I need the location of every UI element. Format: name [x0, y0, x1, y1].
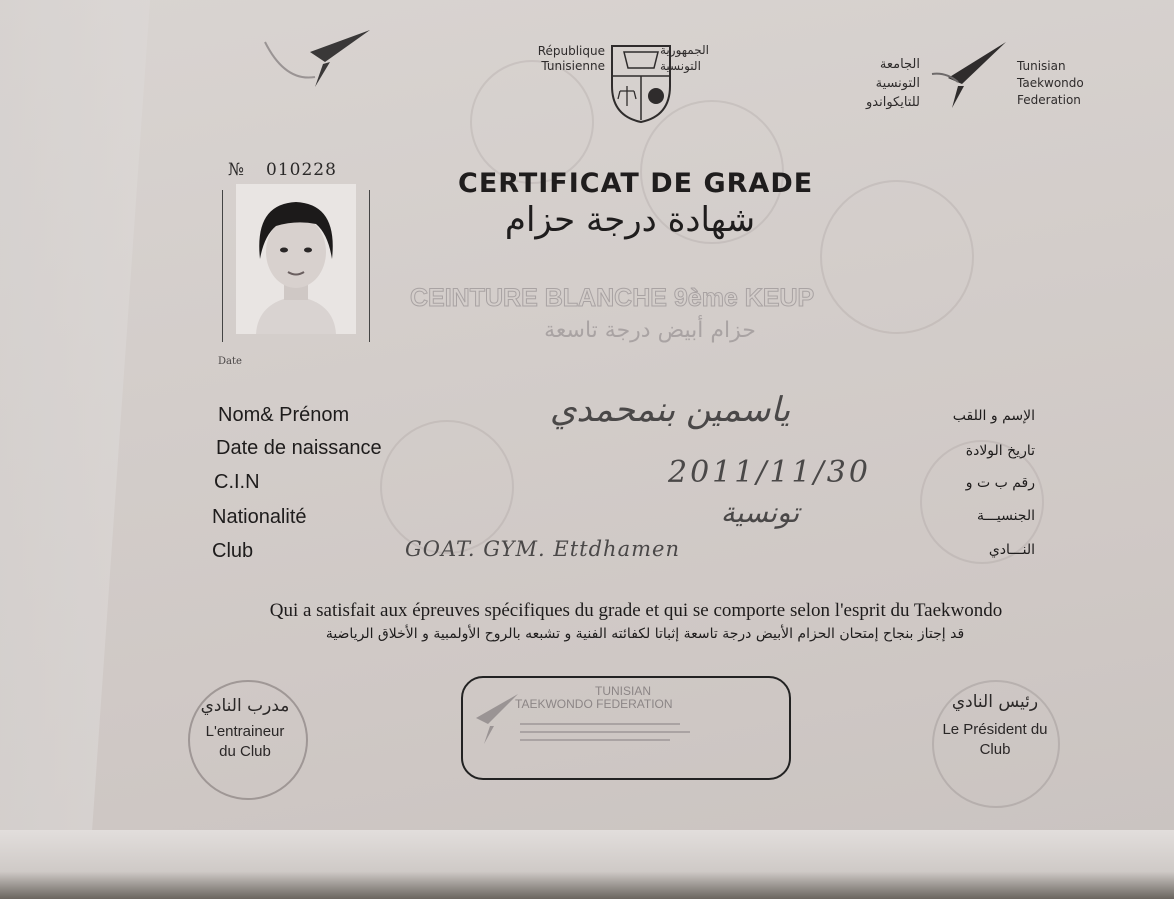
federation-en-line1: Tunisian [1017, 59, 1066, 73]
field-label-club: Club [212, 540, 254, 562]
field-value-name: ياسمين بنمحمدي [549, 390, 791, 430]
field-value-nationality: تونسية [720, 496, 800, 529]
republic-fr-line2: Tunisienne [541, 59, 605, 73]
field-label-nationality: Nationalité [212, 506, 307, 528]
paper-bottom-edge [0, 830, 1174, 899]
certificate-title: CERTIFICAT DE GRADE [458, 168, 814, 199]
belt-grade: CEINTURE BLANCHE 9ème KEUP [410, 284, 815, 312]
federation-logo [928, 38, 1008, 110]
stamp-line1: TUNISIAN [595, 684, 652, 698]
field-label-cin: C.I.N [214, 471, 260, 493]
watermark-circle [470, 60, 594, 184]
federation-stamp-text [515, 685, 715, 711]
stamp-illegible-lines [520, 718, 700, 758]
certificate-number-label: № [228, 160, 245, 180]
stamp-line2: TAEKWONDO FEDERATION [515, 697, 673, 711]
belt-grade-ar: حزام أبيض درجة تاسعة [544, 318, 756, 343]
president-label-line2: Club [979, 741, 1011, 758]
republic-ar-line1: الجمهورية [660, 43, 709, 57]
coach-label-line1: L'entraineur [205, 723, 285, 740]
federation-ar-line3: للتايكواندو [866, 95, 920, 110]
republic-name-fr [505, 44, 605, 74]
republic-name-ar [660, 42, 750, 74]
president-label-ar: رئيس النادي [951, 692, 1039, 712]
field-label-name: Nom& Prénom [218, 404, 350, 426]
field-label-nationality-ar: الجنسيـــة [977, 508, 1035, 524]
field-label-cin-ar: رقم ب ت و [965, 475, 1035, 491]
federation-en-line3: Federation [1017, 93, 1081, 107]
field-label-birthdate: Date de naissance [216, 437, 382, 459]
statement-fr: Qui a satisfait aux épreuves spécifiques du grade et qui se comporte selon l'esprit du Taekwondo [269, 600, 1003, 621]
president-label [925, 720, 1065, 760]
republic-fr-line1: République [537, 44, 605, 58]
field-label-birthdate-ar: تاريخ الولادة [965, 443, 1035, 459]
republic-ar-line2: التونسية [660, 59, 701, 73]
watermark-circle [820, 180, 974, 334]
federation-ar-line2: التونسية [875, 76, 920, 91]
field-label-name-ar: الإسم و اللقب [952, 408, 1035, 424]
federation-name-en [1017, 58, 1117, 109]
coach-label-ar: مدرب النادي [200, 696, 290, 716]
certificate-number: 010228 [266, 160, 337, 180]
federation-ar-line1: الجامعة [879, 57, 920, 72]
coach-label [180, 722, 310, 762]
world-taekwondo-logo [255, 22, 375, 92]
field-value-club: GOAT. GYM. Ettdhamen [405, 537, 680, 561]
coach-label-line2: du Club [219, 743, 271, 760]
stamp-logo-icon [470, 688, 520, 748]
federation-en-line2: Taekwondo [1017, 76, 1084, 90]
president-label-line1: Le Président du [942, 721, 1048, 738]
statement-ar: قد إجتاز بنجاح إمتحان الحزام الأبيض درجة تاسعة إثباتا لكفائته الفنية و تشبعه بالروح الأولمبية و الأخلاق الرياضية [325, 626, 965, 642]
federation-name-ar [820, 55, 920, 112]
field-label-club-ar: النـــادي [988, 542, 1035, 558]
holder-photo [236, 184, 356, 334]
field-value-birthdate: 2011/11/30 [668, 455, 871, 490]
photo-date-label: Date [218, 356, 242, 367]
certificate-title-ar: شهادة درجة حزام [504, 200, 756, 240]
watermark-circle [380, 420, 514, 554]
